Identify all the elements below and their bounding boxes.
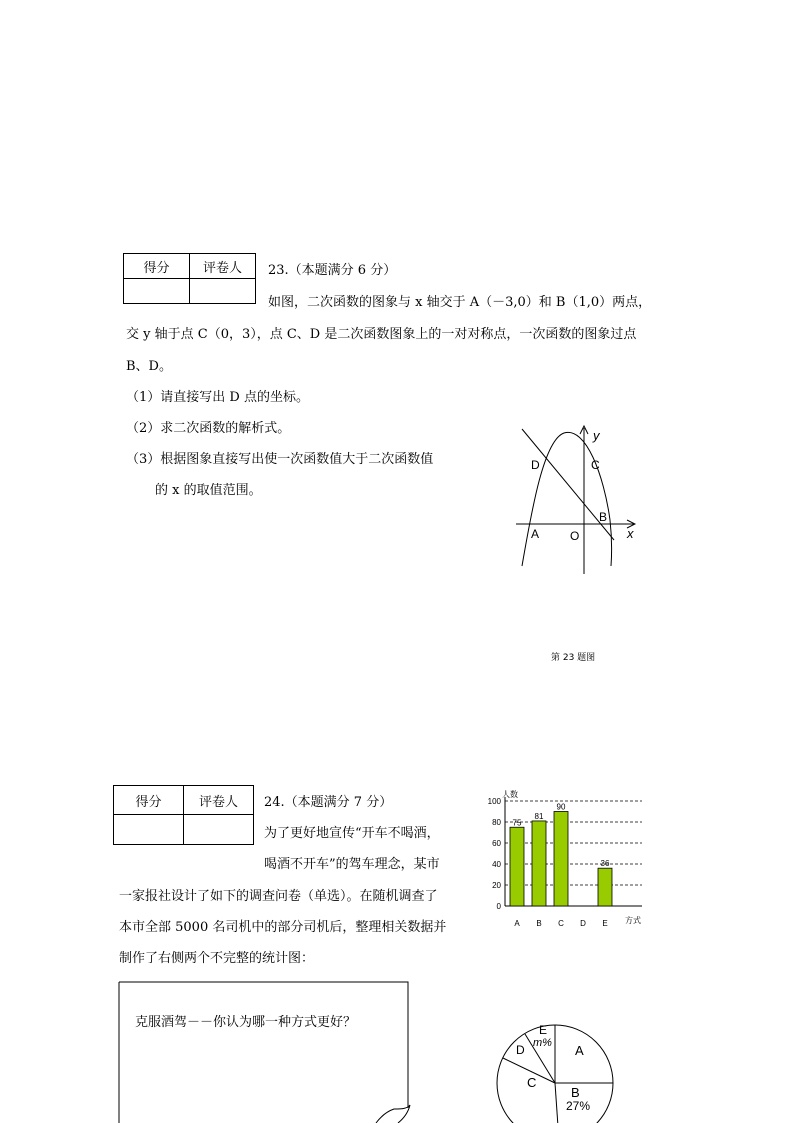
bar-value-label: 75 bbox=[512, 818, 522, 828]
x-tick-label: E bbox=[602, 919, 608, 928]
label-A: A bbox=[531, 527, 540, 541]
y-tick-label: 80 bbox=[492, 818, 501, 827]
q23-grade-table bbox=[123, 253, 256, 304]
bar-E bbox=[598, 868, 612, 906]
grader-label: 评卷人 bbox=[184, 786, 254, 815]
q24-stem-line3: 一家报社设计了如下的调查问卷（单选）。在随机调查了 bbox=[119, 889, 438, 904]
x-axis-title: 方式 bbox=[625, 916, 641, 925]
label-D: D bbox=[531, 458, 540, 472]
grader-label: 评卷人 bbox=[190, 254, 256, 279]
q24-header: 24.（本题满分 7 分） bbox=[264, 795, 393, 810]
q23-part3-line1: （3）根据图象直接写出使一次函数值大于二次函数值 bbox=[126, 452, 434, 467]
grader-cell bbox=[190, 279, 256, 304]
x-tick-label: A bbox=[514, 919, 520, 928]
q23-stem-line1: 如图，二次函数的图象与 x 轴交于 A（－3,0）和 B（1,0）两点， bbox=[268, 295, 652, 310]
slice-border-BC bbox=[555, 1083, 559, 1123]
q23-stem-line2: 交 y 轴于点 C（0，3），点 C、D 是二次函数图象上的一对对称点，一次函数的图象过点 bbox=[126, 327, 637, 342]
bar-B bbox=[532, 821, 546, 906]
label-y: y bbox=[593, 428, 600, 443]
y-tick-label: 100 bbox=[487, 797, 501, 806]
bar-value-label: 90 bbox=[556, 802, 566, 812]
score-label: 得分 bbox=[124, 254, 190, 279]
label-C: C bbox=[591, 458, 600, 472]
parabola bbox=[522, 432, 612, 566]
bar-C bbox=[554, 812, 568, 907]
q24-stem-line2: 喝酒不开车”的驾车理念，某市 bbox=[264, 857, 440, 872]
page-curl bbox=[376, 1105, 410, 1123]
grader-cell bbox=[184, 815, 254, 845]
q24-grade-table bbox=[113, 785, 254, 845]
y-axis-title: 人数 bbox=[502, 790, 518, 799]
questionnaire-title: 克服酒驾－－你认为哪一种方式更好？ bbox=[135, 1015, 357, 1030]
x-tick-label: D bbox=[580, 919, 586, 928]
y-tick-label: 60 bbox=[492, 839, 501, 848]
q24-stem-line1: 为了更好地宣传“开车不喝酒， bbox=[264, 826, 440, 841]
score-label: 得分 bbox=[114, 786, 184, 815]
q23-part2: （2）求二次函数的解析式。 bbox=[126, 421, 291, 436]
q23-part1: （1）请直接写出 D 点的坐标。 bbox=[126, 390, 309, 405]
pie-label-A: A bbox=[575, 1043, 584, 1058]
pie-label-D: D bbox=[516, 1043, 525, 1057]
label-B: B bbox=[599, 510, 608, 524]
bar-value-label: 36 bbox=[600, 859, 610, 869]
bar-value-label: 81 bbox=[534, 811, 544, 821]
q23-stem-line3: B、D。 bbox=[126, 359, 172, 374]
score-cell bbox=[114, 815, 184, 845]
q24-stem-line4: 本市全部 5000 名司机中的部分司机后，整理相关数据并 bbox=[119, 920, 447, 935]
y-tick-label: 0 bbox=[496, 902, 501, 911]
pie-label-E-pct: m% bbox=[533, 1037, 552, 1049]
bar-A bbox=[510, 827, 524, 906]
q23-figure-caption: 第 23 题图 bbox=[551, 653, 596, 663]
bar-chart bbox=[462, 785, 652, 930]
y-tick-label: 40 bbox=[492, 860, 501, 869]
pie-label-E: E bbox=[539, 1023, 548, 1037]
pie-label-B: B bbox=[571, 1085, 580, 1100]
label-x: x bbox=[627, 526, 634, 541]
questionnaire-box bbox=[118, 981, 412, 1123]
q23-header: 23.（本题满分 6 分） bbox=[268, 263, 397, 278]
pie-chart bbox=[495, 1013, 625, 1123]
q23-figure bbox=[500, 420, 650, 580]
x-tick-label: C bbox=[558, 919, 564, 928]
label-O: O bbox=[570, 529, 580, 543]
x-tick-label: B bbox=[536, 919, 542, 928]
pie-label-B-pct: 27% bbox=[566, 1099, 591, 1113]
y-tick-label: 20 bbox=[492, 881, 501, 890]
pie-label-C: C bbox=[527, 1075, 537, 1090]
q24-stem-line5: 制作了右侧两个不完整的统计图： bbox=[119, 951, 315, 966]
q23-part3-line2: 的 x 的取值范围。 bbox=[155, 483, 262, 498]
box-border bbox=[119, 982, 408, 1123]
score-cell bbox=[124, 279, 190, 304]
